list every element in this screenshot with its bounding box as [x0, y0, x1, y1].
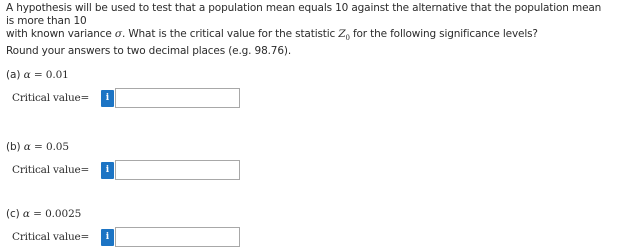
- equals-sign: =: [29, 208, 46, 220]
- part-c: [6, 208, 110, 243]
- z-symbol: Z: [338, 28, 346, 40]
- question-line-2-suffix: for the following significance levels?: [349, 28, 538, 40]
- alpha-symbol: α: [22, 208, 30, 220]
- part-c-prefix: (c): [6, 208, 23, 220]
- part-a-prefix: (a): [6, 69, 24, 81]
- alpha-symbol: α: [23, 141, 31, 153]
- rounding-instruction: Round your answers to two decimal places (e.g. 98.76).: [6, 45, 292, 58]
- z-subscript: 0: [345, 34, 350, 43]
- part-c-critical-value-label: Critical value=: [12, 231, 90, 243]
- equals-sign: =: [30, 69, 46, 81]
- equals-sign: =: [30, 141, 46, 153]
- part-c-label: [6, 208, 81, 221]
- question-text: [6, 2, 612, 58]
- part-c-critical-value-input[interactable]: [115, 227, 240, 247]
- part-b-prefix: (b): [6, 141, 24, 153]
- part-a-critical-value-label: Critical value=: [12, 92, 90, 104]
- part-b-label: [6, 141, 69, 154]
- part-c-alpha-value: 0.0025: [45, 208, 82, 220]
- question-line-1: [6, 2, 612, 28]
- question-line-2-prefix: with known variance: [6, 28, 115, 40]
- info-icon[interactable]: i: [101, 229, 114, 246]
- part-b-critical-value-input[interactable]: [115, 160, 240, 180]
- part-b-alpha-value: 0.05: [45, 141, 69, 153]
- part-a-critical-value-input[interactable]: [115, 88, 240, 108]
- question-line-1-text: A hypothesis will be used to test that a population mean equals 10 against the alternative that the population mean is more than 10: [6, 2, 602, 27]
- sigma-symbol: σ: [114, 28, 122, 40]
- part-b-answer-row: [12, 160, 252, 182]
- z-statistic: [338, 28, 350, 43]
- part-b-critical-value-label: Critical value=: [12, 164, 90, 176]
- part-a: [6, 69, 110, 104]
- part-a-alpha-value: 0.01: [45, 69, 69, 81]
- info-icon[interactable]: i: [101, 90, 114, 107]
- question-line-3: [6, 45, 612, 58]
- part-c-answer-row: [12, 227, 252, 249]
- part-a-answer-row: [12, 88, 252, 110]
- alpha-symbol: α: [23, 69, 31, 81]
- question-line-2: [6, 28, 612, 45]
- part-a-label: [6, 69, 69, 82]
- question-line-2-mid: . What is the critical value for the statistic: [121, 28, 339, 40]
- part-b: [6, 141, 110, 176]
- info-icon[interactable]: i: [101, 162, 114, 179]
